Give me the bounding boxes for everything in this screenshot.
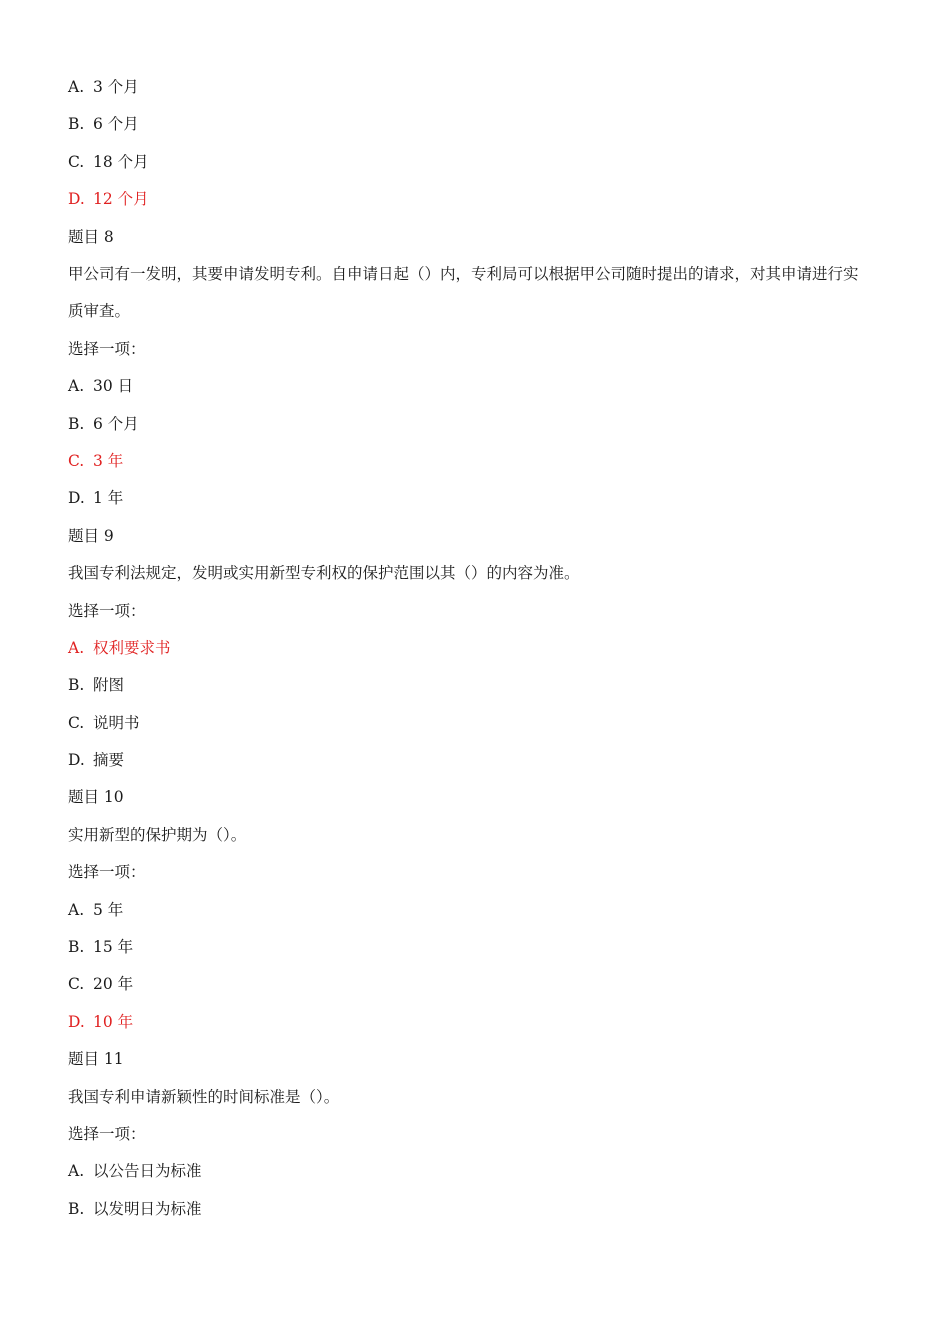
option-item-correct (68, 630, 868, 667)
question-stem: 甲公司有一发明，其要申请发明专利。自申请日起（）内，专利局可以根据甲公司随时提出的请求，对其申请进行实质审查。 (68, 264, 859, 321)
option-item-correct (68, 1004, 868, 1041)
option-item-correct (68, 443, 868, 480)
option-text: 以公告日为标准 (93, 1162, 202, 1181)
option-letter: C. (68, 975, 85, 994)
question-title: 题目 11 (68, 1050, 124, 1069)
question-block (68, 518, 868, 780)
option-text: 附图 (93, 676, 125, 695)
question-prompt: 选择一项： (68, 1125, 146, 1144)
option-text: 6 个月 (93, 115, 139, 134)
question-block (68, 779, 868, 1041)
option-item (68, 966, 868, 1003)
question-stem: 我国专利申请新颖性的时间标准是（）。 (68, 1087, 340, 1106)
option-item (68, 106, 868, 143)
option-text: 权利要求书 (93, 638, 171, 657)
option-letter: A. (68, 377, 85, 396)
option-item (68, 69, 868, 106)
option-letter: D. (68, 1012, 85, 1031)
option-item (68, 1191, 868, 1228)
option-text: 摘要 (93, 751, 125, 770)
option-text: 6 个月 (93, 414, 139, 433)
option-letter: C. (68, 451, 85, 470)
option-item (68, 892, 868, 929)
option-item (68, 406, 868, 443)
option-letter: D. (68, 190, 85, 209)
option-text: 说明书 (93, 713, 140, 732)
option-letter: B. (68, 676, 85, 695)
option-text: 18 个月 (93, 152, 149, 171)
prev-question-options (68, 69, 868, 219)
question-prompt: 选择一项： (68, 339, 146, 358)
option-item (68, 480, 868, 517)
option-letter: C. (68, 152, 85, 171)
option-text: 12 个月 (93, 190, 149, 209)
option-item (68, 742, 868, 779)
option-item (68, 144, 868, 181)
option-item-correct (68, 181, 868, 218)
option-letter: D. (68, 489, 85, 508)
option-item (68, 1153, 868, 1190)
question-stem: 实用新型的保护期为（）。 (68, 825, 247, 844)
option-letter: A. (68, 638, 85, 657)
question-prompt: 选择一项： (68, 863, 146, 882)
option-letter: A. (68, 78, 85, 96)
option-text: 1 年 (93, 489, 124, 508)
option-text: 3 个月 (93, 78, 139, 96)
option-text: 以发明日为标准 (93, 1199, 202, 1218)
question-title: 题目 8 (68, 227, 114, 246)
option-letter: A. (68, 1162, 85, 1181)
option-letter: B. (68, 1199, 85, 1218)
option-letter: B. (68, 115, 85, 134)
option-text: 30 日 (93, 377, 134, 396)
option-text: 20 年 (93, 975, 134, 994)
option-text: 15 年 (93, 938, 134, 957)
option-letter: A. (68, 900, 85, 919)
document-page (68, 69, 868, 1228)
option-item (68, 929, 868, 966)
option-text: 5 年 (93, 900, 124, 919)
option-item (68, 705, 868, 742)
question-prompt: 选择一项： (68, 601, 146, 620)
option-text: 10 年 (93, 1012, 134, 1031)
question-block (68, 1041, 868, 1228)
option-letter: B. (68, 938, 85, 957)
option-letter: D. (68, 751, 85, 770)
option-item (68, 368, 868, 405)
option-text: 3 年 (93, 451, 124, 470)
question-block (68, 219, 868, 518)
question-stem: 我国专利法规定，发明或实用新型专利权的保护范围以其（）的内容为准。 (68, 564, 580, 583)
option-item (68, 667, 868, 704)
option-letter: C. (68, 713, 85, 732)
question-title: 题目 10 (68, 788, 124, 807)
question-title: 题目 9 (68, 526, 114, 545)
option-letter: B. (68, 414, 85, 433)
